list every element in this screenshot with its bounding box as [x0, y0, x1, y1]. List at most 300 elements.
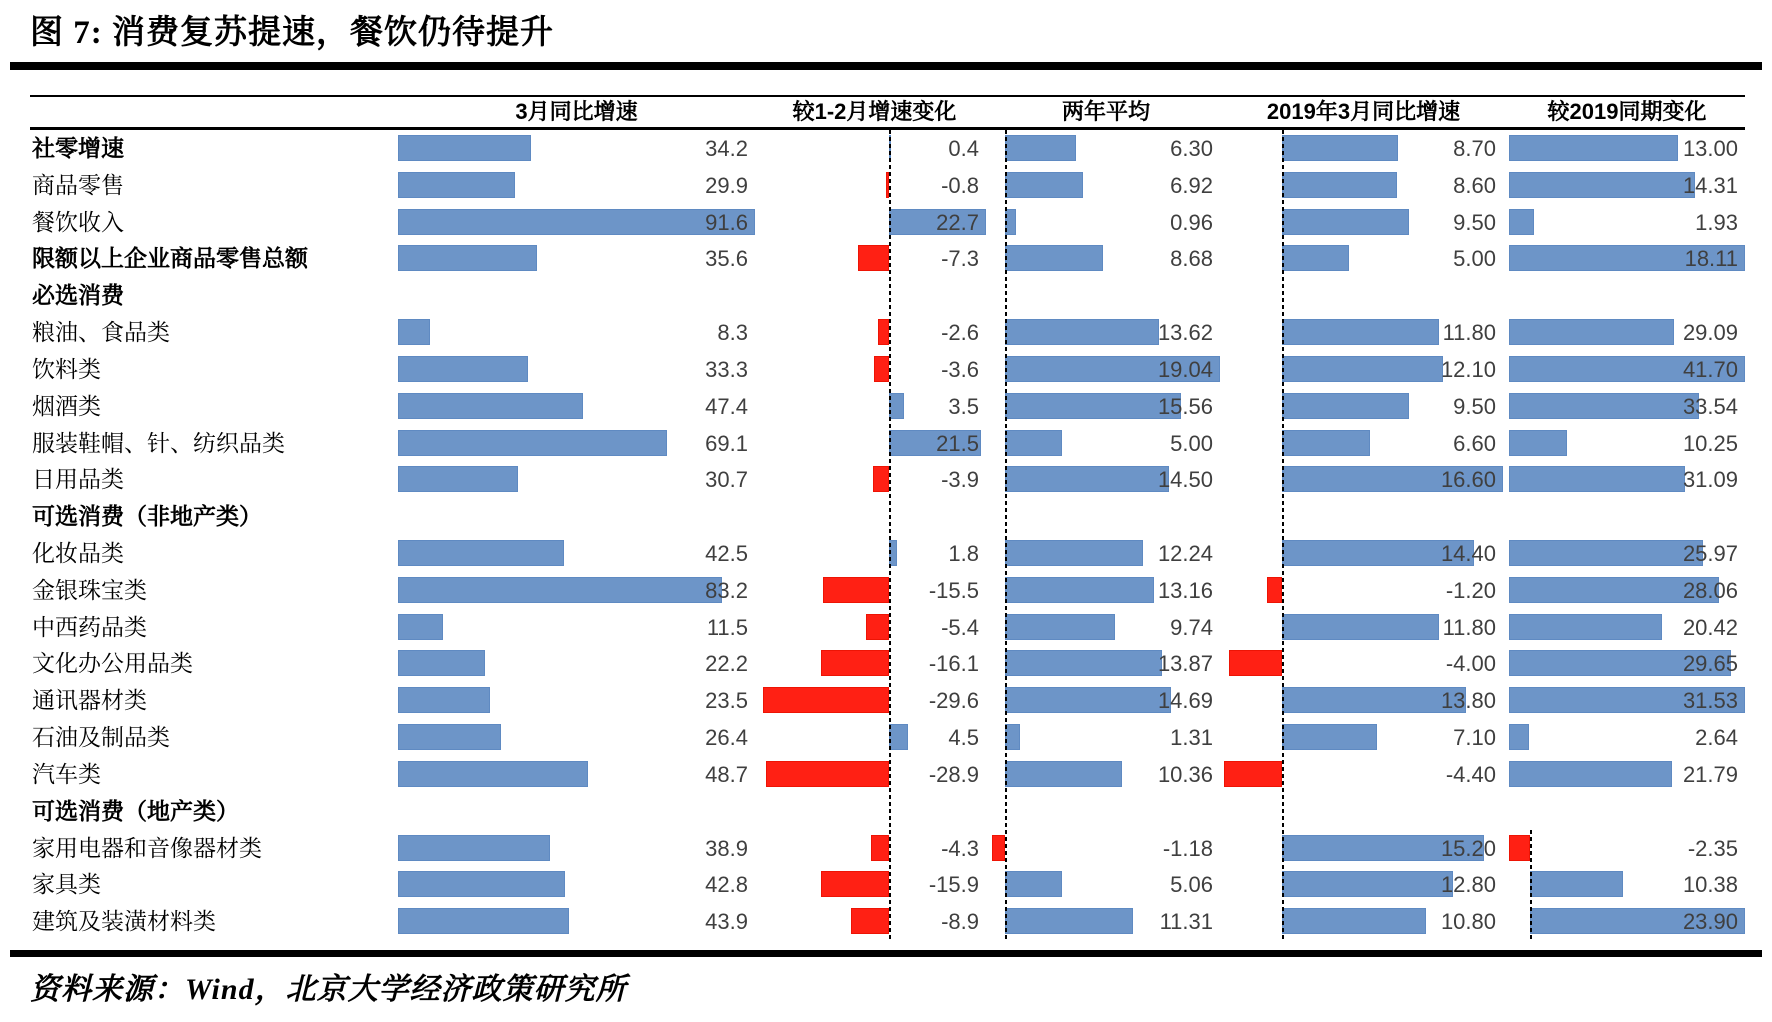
data-cell	[992, 645, 1220, 682]
data-cell	[992, 204, 1220, 241]
positive-bar	[1005, 614, 1115, 640]
negative-bar	[1267, 577, 1283, 603]
data-cell	[398, 351, 755, 388]
positive-bar	[1282, 319, 1439, 345]
cell-value: 47.4	[705, 393, 748, 419]
data-cell	[763, 756, 986, 793]
negative-bar	[871, 835, 889, 861]
table-row	[30, 277, 1745, 314]
positive-bar	[398, 908, 569, 934]
data-cell	[992, 351, 1220, 388]
cell-value: 22.2	[705, 651, 748, 677]
negative-bar	[873, 466, 890, 492]
table-row	[30, 388, 1745, 425]
cell-value: 0.96	[1170, 209, 1213, 235]
table-row	[30, 866, 1745, 903]
cell-value: -15.5	[928, 577, 979, 603]
positive-bar	[1509, 172, 1695, 198]
negative-bar	[821, 871, 889, 897]
positive-bar	[398, 577, 722, 603]
data-cell	[992, 130, 1220, 167]
table-row	[30, 572, 1745, 609]
data-cell	[1509, 609, 1745, 646]
data-cell	[398, 609, 755, 646]
cell-value: 14.69	[1157, 688, 1213, 714]
positive-bar	[1509, 540, 1703, 566]
cell-value: -0.8	[941, 172, 979, 198]
positive-bar	[1005, 319, 1159, 345]
cell-value: 1.8	[948, 541, 979, 567]
table-row	[30, 756, 1745, 793]
cell-value: 23.90	[1682, 909, 1738, 935]
cell-value: 8.3	[717, 320, 748, 346]
data-cell	[763, 167, 986, 204]
negative-bar	[823, 577, 889, 603]
positive-bar	[1005, 466, 1169, 492]
positive-bar	[398, 319, 430, 345]
cell-value: 5.00	[1170, 430, 1213, 456]
data-cell	[992, 609, 1220, 646]
data-cell	[1224, 903, 1503, 940]
positive-bar	[1509, 761, 1672, 787]
data-cell	[398, 314, 755, 351]
cell-value: -16.1	[928, 651, 979, 677]
column-header-march-2019-yoy: 2019年3月同比增速	[1266, 99, 1461, 124]
cell-value: 5.06	[1170, 872, 1213, 898]
negative-bar	[874, 356, 889, 382]
data-cell	[1509, 130, 1745, 167]
data-cell	[1509, 682, 1745, 719]
data-cell	[398, 830, 755, 867]
cell-value: -28.9	[928, 761, 979, 787]
data-cell	[763, 609, 986, 646]
table-row	[30, 498, 1745, 535]
cell-value: 11.5	[706, 614, 748, 640]
cell-value: 42.8	[705, 872, 748, 898]
positive-bar	[1509, 466, 1685, 492]
cell-value: 1.93	[1695, 209, 1738, 235]
cell-value: 23.5	[705, 688, 748, 714]
row-label: 中西药品类	[32, 613, 147, 640]
cell-value: -1.20	[1445, 577, 1496, 603]
cell-value: 38.9	[705, 835, 748, 861]
column-header-vs-2019: 较2019同期变化	[1547, 99, 1707, 124]
positive-bar	[398, 209, 755, 235]
cell-value: 21.5	[936, 430, 979, 456]
data-cell	[992, 535, 1220, 572]
column-header-vs-jan-feb: 较1-2月增速变化	[792, 99, 957, 124]
data-cell	[398, 461, 755, 498]
data-cell	[1224, 461, 1503, 498]
row-label: 餐饮收入	[32, 208, 124, 235]
data-cell	[763, 866, 986, 903]
section-header-label: 可选消费（地产类）	[32, 797, 239, 824]
cell-value: 10.80	[1440, 909, 1496, 935]
bar-table	[30, 95, 1745, 940]
cell-value: -29.6	[928, 688, 979, 714]
data-cell	[992, 425, 1220, 462]
positive-bar	[1509, 319, 1674, 345]
data-cell	[1509, 461, 1745, 498]
data-cell	[992, 903, 1220, 940]
positive-bar	[1509, 135, 1678, 161]
data-cell	[992, 719, 1220, 756]
positive-bar	[1005, 687, 1171, 713]
data-cell	[1509, 719, 1745, 756]
positive-bar	[889, 724, 908, 750]
cell-value: 13.87	[1157, 651, 1213, 677]
cell-value: -7.3	[941, 246, 979, 272]
data-cell	[1224, 645, 1503, 682]
cell-value: 12.24	[1157, 541, 1213, 567]
cell-value: 2.64	[1695, 725, 1738, 751]
cell-value: 42.5	[705, 541, 748, 567]
cell-value: 91.6	[705, 209, 748, 235]
positive-bar	[398, 466, 518, 492]
cell-value: 3.5	[948, 393, 979, 419]
cell-value: 11.80	[1442, 614, 1496, 640]
cell-value: 6.60	[1453, 430, 1496, 456]
zero-axis-line	[1005, 130, 1007, 940]
positive-bar	[1005, 245, 1103, 271]
cell-value: 20.42	[1682, 614, 1738, 640]
table-row	[30, 461, 1745, 498]
negative-bar	[858, 245, 889, 271]
cell-value: -1.18	[1162, 835, 1213, 861]
cell-value: 35.6	[705, 246, 748, 272]
data-cell	[1509, 756, 1745, 793]
data-cell	[1224, 572, 1503, 609]
data-cell	[763, 903, 986, 940]
row-label: 社零增速	[32, 135, 124, 161]
positive-bar	[1509, 614, 1662, 640]
data-cell	[1509, 830, 1745, 867]
cell-value: 12.10	[1440, 356, 1496, 382]
data-cell	[1224, 167, 1503, 204]
cell-value: 14.50	[1157, 467, 1213, 493]
cell-value: 10.36	[1157, 761, 1213, 787]
row-label: 服装鞋帽、针、纺织品类	[32, 429, 285, 456]
data-cell	[992, 866, 1220, 903]
data-cell	[763, 719, 986, 756]
data-cell	[398, 682, 755, 719]
cell-value: 31.53	[1682, 688, 1738, 714]
column-header-march-yoy: 3月同比增速	[515, 99, 638, 124]
data-cell	[1509, 240, 1745, 277]
data-cell	[992, 240, 1220, 277]
cell-value: 13.16	[1157, 577, 1213, 603]
cell-value: 34.2	[705, 136, 748, 161]
positive-bar	[1530, 871, 1623, 897]
negative-bar	[878, 319, 889, 345]
positive-bar	[1005, 871, 1062, 897]
data-cell	[1224, 314, 1503, 351]
negative-bar	[866, 614, 889, 640]
negative-bar	[766, 761, 889, 787]
data-cell	[763, 830, 986, 867]
cell-value: -5.4	[941, 614, 979, 640]
cell-value: 30.7	[705, 467, 748, 493]
positive-bar	[398, 724, 501, 750]
positive-bar	[398, 835, 550, 861]
data-cell	[1509, 572, 1745, 609]
cell-value: 41.70	[1682, 356, 1738, 382]
zero-axis-line	[1282, 130, 1284, 940]
positive-bar	[1509, 209, 1534, 235]
data-cell	[398, 204, 755, 241]
cell-value: 13.80	[1440, 688, 1496, 714]
cell-value: -2.35	[1687, 835, 1738, 861]
table-row	[30, 682, 1745, 719]
cell-value: 4.5	[948, 725, 979, 751]
data-cell	[763, 130, 986, 167]
data-cell	[1224, 425, 1503, 462]
positive-bar	[398, 687, 490, 713]
row-label: 建筑及装潢材料类	[32, 908, 216, 935]
data-cell	[992, 830, 1220, 867]
data-cell	[1509, 535, 1745, 572]
data-cell	[1509, 351, 1745, 388]
cell-value: 19.04	[1157, 356, 1213, 382]
positive-bar	[398, 540, 564, 566]
positive-bar	[1282, 614, 1439, 640]
positive-bar	[1005, 172, 1083, 198]
data-cell	[992, 314, 1220, 351]
footer-separator	[10, 950, 1762, 957]
cell-value: 25.97	[1682, 541, 1738, 567]
row-label: 石油及制品类	[32, 724, 170, 751]
data-cell	[398, 756, 755, 793]
positive-bar	[1282, 135, 1398, 161]
cell-value: 9.74	[1170, 614, 1213, 640]
cell-value: -4.00	[1445, 651, 1496, 677]
cell-value: 5.00	[1453, 246, 1496, 272]
cell-value: 15.20	[1440, 835, 1496, 861]
cell-value: 6.30	[1170, 136, 1213, 161]
table-row	[30, 351, 1745, 388]
data-cell	[763, 461, 986, 498]
row-label: 金银珠宝类	[32, 576, 147, 603]
negative-bar	[992, 835, 1005, 861]
cell-value: 12.80	[1440, 872, 1496, 898]
data-cell	[398, 167, 755, 204]
data-cell	[763, 240, 986, 277]
positive-bar	[889, 393, 904, 419]
table-row	[30, 719, 1745, 756]
data-cell	[763, 204, 986, 241]
data-cell	[763, 351, 986, 388]
positive-bar	[1509, 430, 1567, 456]
positive-bar	[1509, 393, 1699, 419]
data-cell	[398, 903, 755, 940]
row-label: 粮油、食品类	[32, 319, 170, 346]
data-cell	[1509, 425, 1745, 462]
positive-bar	[1005, 393, 1180, 419]
data-cell	[763, 535, 986, 572]
cell-value: 7.10	[1453, 725, 1496, 751]
positive-bar	[1282, 724, 1376, 750]
cell-value: 14.31	[1682, 172, 1738, 198]
table-row	[30, 240, 1745, 277]
data-cell	[763, 388, 986, 425]
cell-value: 1.31	[1170, 725, 1213, 751]
section-header-label: 可选消费（非地产类）	[32, 503, 262, 530]
positive-bar	[1005, 650, 1161, 676]
cell-value: 26.4	[705, 725, 748, 751]
data-cell	[1509, 645, 1745, 682]
positive-bar	[1509, 724, 1529, 750]
cell-value: 15.56	[1157, 393, 1213, 419]
data-cell	[763, 682, 986, 719]
data-cell	[398, 535, 755, 572]
data-cell	[1224, 756, 1503, 793]
table-row	[30, 903, 1745, 940]
data-cell	[992, 388, 1220, 425]
cell-value: 31.09	[1682, 467, 1738, 493]
positive-bar	[398, 871, 565, 897]
cell-value: 10.25	[1682, 430, 1738, 456]
positive-bar	[1005, 577, 1153, 603]
zero-axis-line	[1530, 830, 1532, 940]
cell-value: 16.60	[1440, 467, 1496, 493]
positive-bar	[398, 430, 667, 456]
data-cell	[398, 425, 755, 462]
cell-value: 9.50	[1453, 393, 1496, 419]
table-row	[30, 425, 1745, 462]
cell-value: 29.65	[1682, 651, 1738, 677]
data-cell	[398, 572, 755, 609]
negative-bar	[821, 650, 890, 676]
positive-bar	[1005, 540, 1143, 566]
table-row	[30, 167, 1745, 204]
data-cell	[1224, 240, 1503, 277]
data-cell	[992, 167, 1220, 204]
data-cell	[1509, 903, 1745, 940]
negative-bar	[1224, 761, 1282, 787]
cell-value: 0.4	[948, 136, 979, 161]
cell-value: 11.80	[1442, 320, 1496, 346]
cell-value: 13.00	[1682, 136, 1738, 161]
zero-axis-line	[889, 130, 891, 940]
section-header-label: 必选消费	[32, 282, 124, 309]
data-cell	[1509, 167, 1745, 204]
cell-value: 21.79	[1682, 761, 1738, 787]
cell-value: 6.92	[1170, 172, 1213, 198]
data-cell	[763, 572, 986, 609]
cell-value: 29.09	[1682, 320, 1738, 346]
data-cell	[763, 645, 986, 682]
cell-value: 28.06	[1682, 577, 1738, 603]
positive-bar	[1005, 135, 1076, 161]
cell-value: -8.9	[941, 909, 979, 935]
positive-bar	[1282, 393, 1408, 419]
table-row	[30, 645, 1745, 682]
data-cell	[1224, 682, 1503, 719]
positive-bar	[1282, 908, 1425, 934]
row-label: 商品零售	[32, 171, 124, 198]
data-cell	[1224, 204, 1503, 241]
cell-value: 29.9	[705, 172, 748, 198]
cell-value: 10.38	[1682, 872, 1738, 898]
positive-bar	[1282, 172, 1396, 198]
positive-bar	[1005, 724, 1020, 750]
table-row	[30, 609, 1745, 646]
column-header-two-year-avg: 两年平均	[1061, 99, 1150, 124]
positive-bar	[398, 245, 537, 271]
data-cell	[1509, 388, 1745, 425]
row-label: 汽车类	[32, 760, 101, 787]
cell-value: -15.9	[928, 872, 979, 898]
positive-bar	[398, 135, 531, 161]
positive-bar	[1282, 209, 1408, 235]
positive-bar	[1282, 356, 1443, 382]
cell-value: 43.9	[705, 909, 748, 935]
cell-value: -2.6	[941, 320, 979, 346]
table-row	[30, 830, 1745, 867]
cell-value: 14.40	[1440, 541, 1496, 567]
cell-value: 8.60	[1453, 172, 1496, 198]
data-cell	[992, 461, 1220, 498]
data-cell	[398, 130, 755, 167]
positive-bar	[398, 614, 443, 640]
cell-value: -4.3	[941, 835, 979, 861]
figure-title: 图 7: 消费复苏提速，餐饮仍待提升	[30, 15, 554, 51]
data-cell	[992, 682, 1220, 719]
data-cell	[1224, 719, 1503, 756]
positive-bar	[1282, 430, 1370, 456]
positive-bar	[398, 356, 528, 382]
data-cell	[1224, 830, 1503, 867]
positive-bar	[1282, 687, 1465, 713]
table-row	[30, 130, 1745, 167]
data-cell	[1509, 314, 1745, 351]
positive-bar	[398, 650, 485, 676]
positive-bar	[398, 172, 515, 198]
cell-value: -3.9	[941, 467, 979, 493]
data-cell	[398, 645, 755, 682]
cell-value: 13.62	[1157, 320, 1213, 346]
negative-bar	[851, 908, 889, 934]
data-cell	[398, 866, 755, 903]
data-cell	[1224, 130, 1503, 167]
row-label: 通讯器材类	[32, 687, 147, 714]
cell-value: -3.6	[941, 356, 979, 382]
data-cell	[992, 756, 1220, 793]
negative-bar	[1229, 650, 1282, 676]
title-separator	[10, 62, 1762, 70]
data-cell	[1509, 866, 1745, 903]
row-label: 限额以上企业商品零售总额	[32, 245, 308, 272]
row-label: 日用品类	[32, 466, 124, 493]
row-label: 文化办公用品类	[32, 650, 193, 677]
data-cell	[1509, 204, 1745, 241]
negative-bar	[1509, 835, 1530, 861]
positive-bar	[1282, 245, 1348, 271]
positive-bar	[398, 761, 588, 787]
data-cell	[398, 388, 755, 425]
negative-bar	[763, 687, 889, 713]
cell-value: 33.3	[705, 356, 748, 382]
data-cell	[763, 425, 986, 462]
cell-value: 83.2	[705, 577, 748, 603]
table-row	[30, 204, 1745, 241]
positive-bar	[398, 393, 583, 419]
data-cell	[1224, 388, 1503, 425]
row-label: 烟酒类	[32, 392, 101, 419]
table-row	[30, 314, 1745, 351]
table-row	[30, 535, 1745, 572]
row-label: 饮料类	[32, 355, 101, 382]
